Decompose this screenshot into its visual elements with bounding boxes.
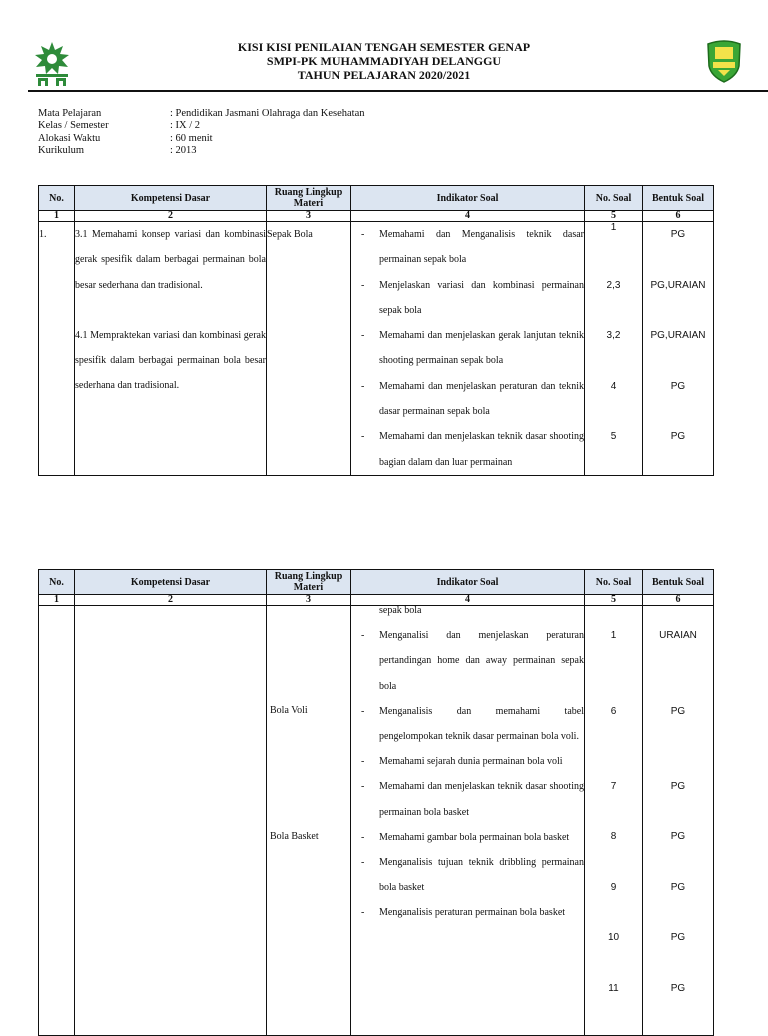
table-header-row [39,570,714,595]
info-row [38,120,364,132]
info-value: : IX / 2 [170,120,201,132]
indikator-item: - Menganalisi dan menjelaskan peraturan pertandingan home dan away permainan sepak bola [361,630,584,692]
bentuk-soal: PG [670,229,686,240]
no-soal-cell [585,222,643,476]
indikator-item: - Memahami dan Menganalisis teknik dasar permainan sepak bola [361,229,584,266]
no-soal: 9 [610,882,617,893]
indikator-item: - Memahami sejarah dunia permainan bola voli [361,756,563,768]
col-index: 2 [75,595,267,606]
info-label: Alokasi Waktu [38,132,101,144]
row-number [39,606,75,1036]
info-value: : Pendidikan Jasmani Olahraga dan Kesehatan [170,108,365,119]
indikator-text: Memahami dan menjelaskan peraturan dan teknik dasar permainan sepak bola [379,380,584,418]
indikator-text: Memahami dan menjelaskan teknik dasar shooting permainan bola basket [379,781,584,818]
indikator-item: - Memahami dan menjelaskan peraturan dan teknik dasar permainan sepak bola [361,380,584,418]
bentuk-soal: PG [670,431,686,442]
materi-cell [267,606,351,1036]
kompetensi-dasar-cell [75,606,267,1036]
indikator-text: Menganalisis tujuan teknik dribbling permainan bola basket [379,857,584,894]
indikator-item: - Menjelaskan variasi dan kombinasi permainan sepak bola [361,279,584,316]
materi-cell: Sepak Bola [267,222,351,476]
col-index: 3 [267,211,351,222]
col-header-no: No. [39,570,75,595]
indikator-text: Menjelaskan variasi dan kombinasi permainan sepak bola [379,279,584,316]
row-number: 1. [39,222,75,476]
col-index: 4 [351,211,585,222]
no-soal: 7 [610,781,617,792]
bentuk-soal: URAIAN [659,630,697,641]
indikator-text: Memahami sejarah dunia permainan bola voli [379,756,563,768]
no-soal: 5 [610,431,617,442]
no-soal: 3,2 [606,330,621,341]
col-index: 1 [39,211,75,222]
bentuk-soal: PG [670,781,686,792]
no-soal: 1 [610,222,617,233]
indikator-item: - Menganalisis peraturan permainan bola basket [361,907,566,919]
bentuk-soal: PG [670,381,686,392]
no-soal: 1 [610,630,617,641]
indikator-item: - Menganalisis tujuan teknik dribbling permainan bola basket [361,857,584,894]
no-soal: 8 [610,831,617,842]
school-name: SMPI-PK MUHAMMADIYAH DELANGGU [266,54,502,68]
indikator-text: Memahami dan Menganalisis teknik dasar permainan sepak bola [379,229,584,266]
col-header-kd: Kompetensi Dasar [75,570,267,595]
indikator-item: - Memahami dan menjelaskan teknik dasar shooting permainan bola basket [361,781,584,818]
materi-bola-voli: Bola Voli [270,705,308,716]
indikator-item: - Memahami dan menjelaskan teknik dasar shooting bagian dalam dan luar permainan [361,431,584,468]
col-header-materi: Ruang Lingkup Materi [267,186,351,211]
indikator-item: - Memahami dan menjelaskan gerak lanjutan teknik shooting permainan sepak bola [361,330,584,367]
col-header-bentuk: Bentuk Soal [643,570,714,595]
info-row [38,108,364,120]
bentuk-soal: PG [670,932,686,943]
bentuk-soal: PG [670,831,686,842]
indikator-text: Memahami gambar bola permainan bola basket [379,831,570,843]
indikator-text: Menganalisis dan memahami tabel pengelompokan teknik dasar permainan bola voli. [379,705,584,743]
col-header-indikator: Indikator Soal [351,186,585,211]
table-row [39,222,714,476]
bentuk-soal: PG [670,882,686,893]
col-header-no-soal: No. Soal [585,186,643,211]
info-row [38,133,364,145]
bentuk-soal: PG [670,706,686,717]
indikator-continuation: sepak bola [379,605,422,616]
academic-year: TAHUN PELAJARAN 2020/2021 [297,68,471,82]
bentuk-soal: PG [670,983,686,994]
subject-info [38,108,364,158]
kompetensi-dasar-cell [75,222,267,476]
materi-bola-basket: Bola Basket [270,831,319,842]
indikator-item: - Menganalisis dan memahami tabel pengelompokan teknik dasar permainan bola voli. [361,705,584,743]
school-shield-logo [704,38,744,84]
table-index-row [39,211,714,222]
col-index: 3 [267,595,351,606]
bentuk-soal-cell [643,222,714,476]
col-index: 4 [351,595,585,606]
document-title: KISI KISI PENILAIAN TENGAH SEMESTER GENAP [237,40,531,54]
no-soal: 2,3 [606,280,621,291]
document-header [0,0,768,96]
col-index: 5 [585,595,643,606]
info-label: Kurikulum [38,145,85,157]
info-row [38,145,364,157]
info-label: Mata Pelajaran [38,108,102,119]
info-value: : 60 menit [170,132,213,144]
table-row [39,606,714,1036]
col-index: 6 [643,595,714,606]
col-header-no-soal: No. Soal [585,570,643,595]
indikator-text: Memahami dan menjelaskan gerak lanjutan teknik shooting permainan sepak bola [379,330,584,367]
info-label: Kelas / Semester [38,120,109,132]
no-soal: 6 [610,706,617,717]
col-header-materi: Ruang Lingkup Materi [267,570,351,595]
document-title-block [0,40,768,82]
no-soal: 10 [607,932,620,943]
kd-4-1: 4.1 Mempraktekan variasi dan kombinasi gerak spesifik dalam berbagai permainan bola besar sederhana dan tradisional. [75,329,266,392]
no-soal: 4 [610,381,617,392]
col-index: 2 [75,211,267,222]
no-soal: 11 [608,983,619,994]
kisi-table-2 [38,569,714,1036]
indikator-item: - Memahami gambar bola permainan bola basket [361,831,570,843]
kd-3-1: 3.1 Memahami konsep variasi dan kombinasi gerak spesifik dalam berbagai permainan bola besar sederhana dan tradisional. [75,229,266,291]
col-header-kd: Kompetensi Dasar [75,186,267,211]
no-soal-cell [585,606,643,1036]
col-index: 5 [585,211,643,222]
col-header-bentuk: Bentuk Soal [643,186,714,211]
indikator-cell [351,222,585,476]
indikator-text: Menganalisis peraturan permainan bola basket [379,907,566,919]
col-header-no: No. [39,186,75,211]
indikator-text: Menganalisi dan menjelaskan peraturan pertandingan home dan away permainan sepak bola [379,630,584,692]
header-divider [28,90,768,92]
indikator-text: Memahami dan menjelaskan teknik dasar shooting bagian dalam dan luar permainan [379,431,584,468]
indikator-cell [351,606,585,1036]
kisi-table-1 [38,185,714,476]
col-index: 6 [643,211,714,222]
col-index: 1 [39,595,75,606]
bentuk-soal: PG,URAIAN [650,330,706,341]
col-header-indikator: Indikator Soal [351,570,585,595]
info-value: : 2013 [170,145,197,157]
bentuk-soal: PG,URAIAN [650,280,706,291]
table-header-row [39,186,714,211]
bentuk-soal-cell [643,606,714,1036]
